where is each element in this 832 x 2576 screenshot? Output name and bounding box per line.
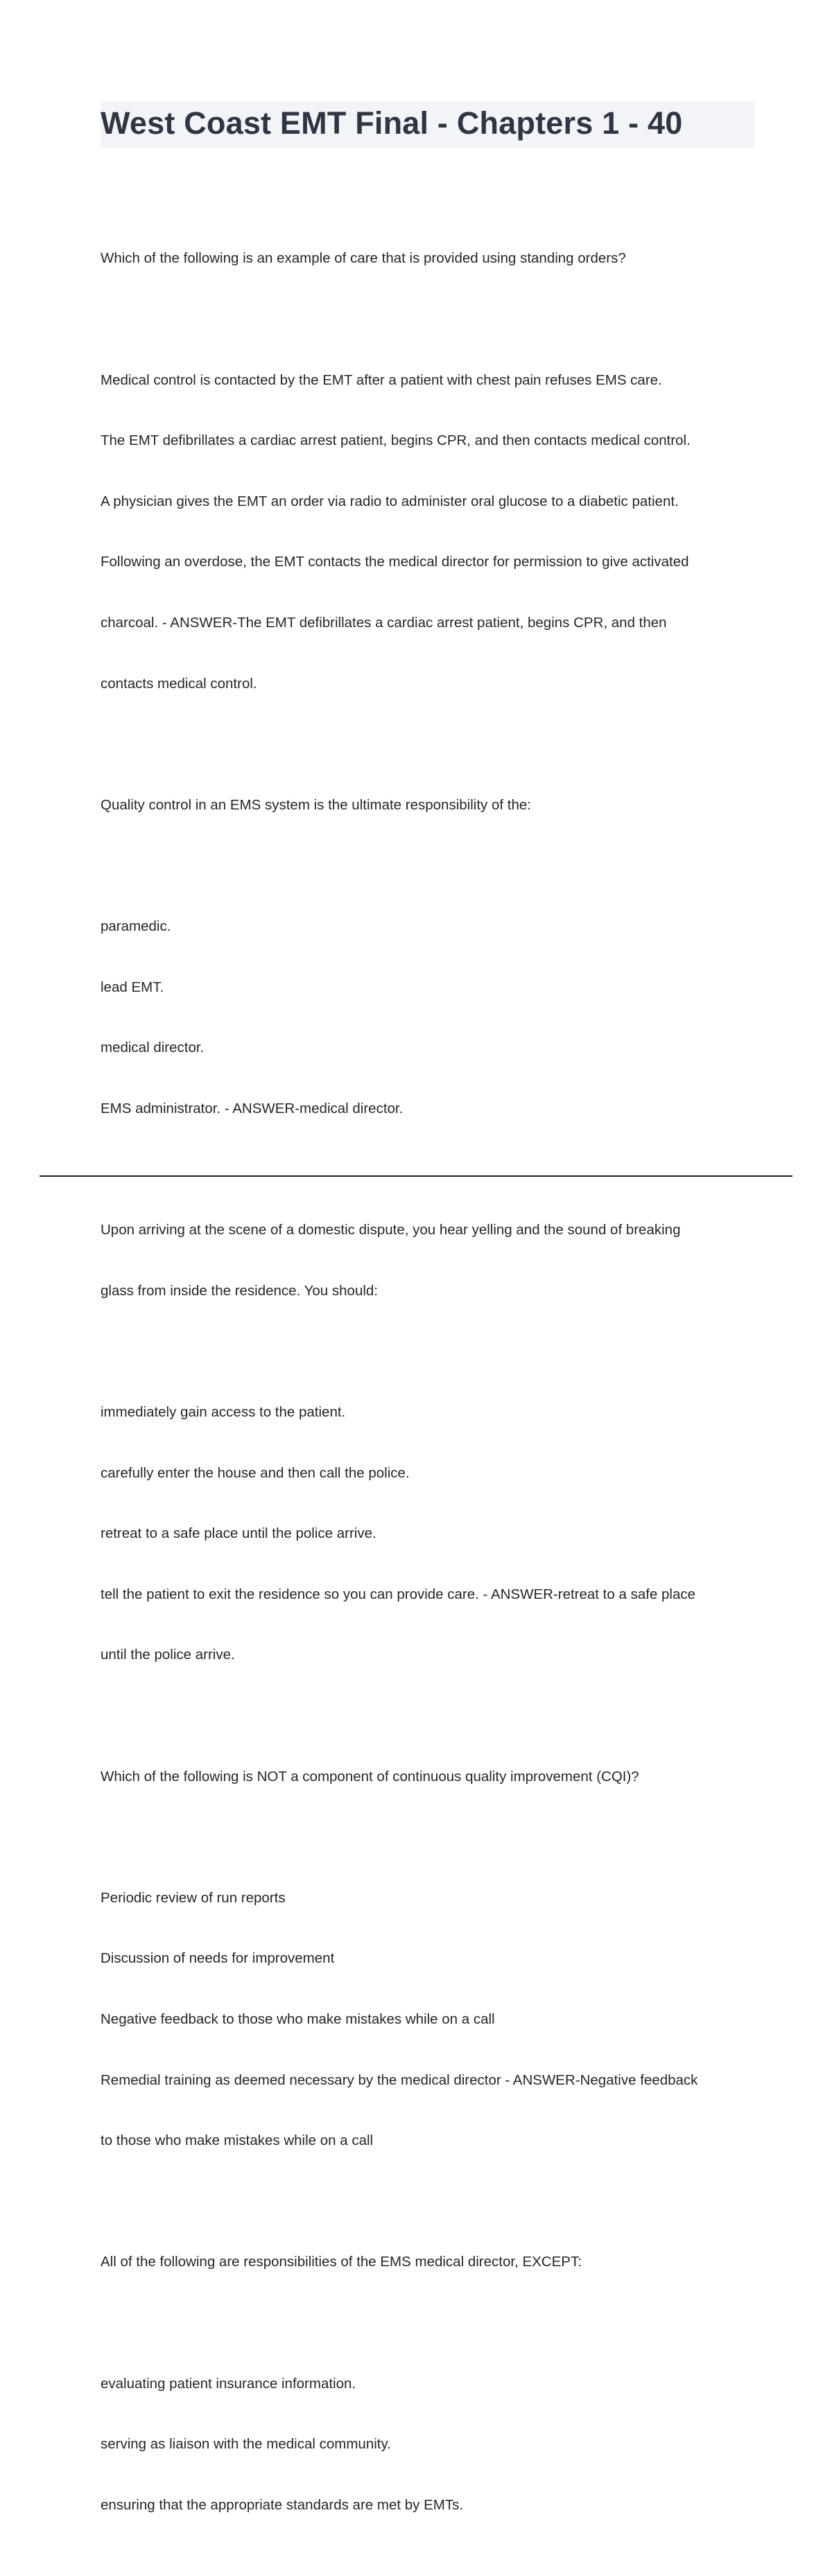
question-3 <box>101 1180 752 1342</box>
option-line: Periodic review of run reports <box>101 1889 286 1906</box>
option-line: immediately gain access to the patient. <box>101 1403 346 1420</box>
question-text: Upon arriving at the scene of a domestic dispute, you hear yelling and the sound of breaking <box>101 1222 681 1238</box>
question-text: glass from inside the residence. You should: <box>101 1282 379 1299</box>
page-bottom-rule <box>40 1175 792 1177</box>
option-line: ensuring that the appropriate standards are met by EMTs. <box>101 2496 464 2513</box>
option-line: Medical control is contacted by the EMT after a patient with chest pain refuses EMS care. <box>101 371 662 388</box>
question-4 <box>101 1726 752 1827</box>
answer-options-3 <box>101 1362 752 1706</box>
option-line: charcoal. - ANSWER-The EMT defibrillates a cardiac arrest patient, begins CPR, and then <box>101 615 667 631</box>
option-line: EMS administrator. - ANSWER-medical director. <box>101 1100 404 1116</box>
question-text: Quality control in an EMS system is the ultimate responsibility of the: <box>101 796 531 813</box>
option-line: tell the patient to exit the residence so you can provide care. - ANSWER-retreat to a safe place <box>101 1586 696 1602</box>
question-5 <box>101 2211 752 2313</box>
title-banner <box>101 101 755 148</box>
answer-options-5 <box>101 2333 752 2555</box>
option-line: Discussion of needs for improvement <box>101 1950 335 1967</box>
question-text: All of the following are responsibilities of the EMS medical director, EXCEPT: <box>101 2254 582 2270</box>
question-text: Which of the following is an example of care that is provided using standing orders? <box>101 250 626 267</box>
option-line: retreat to a safe place until the police arrive. <box>101 1525 376 1542</box>
answer-options-4 <box>101 1847 752 2191</box>
option-line: to those who make mistakes while on a call <box>101 2132 374 2149</box>
option-line: A physician gives the EMT an order via radio to administer oral glucose to a diabetic patient. <box>101 493 679 509</box>
question-1 <box>101 208 752 309</box>
option-line: paramedic. <box>101 918 171 935</box>
question-text: Which of the following is NOT a component of continuous quality improvement (CQI)? <box>101 1768 639 1785</box>
option-line: contacts medical control. <box>101 675 257 692</box>
option-line: Remedial training as deemed necessary by the medical director - ANSWER-Negative feedback <box>101 2071 698 2088</box>
option-line: until the police arrive. <box>101 1647 235 1663</box>
option-line: The EMT defibrillates a cardiac arrest patient, begins CPR, and then contacts medical control. <box>101 432 691 449</box>
answer-options-1 <box>101 329 752 734</box>
option-line: lead EMT. <box>101 979 164 995</box>
option-line: Negative feedback to those who make mistakes while on a call <box>101 2010 495 2027</box>
option-line: medical director. <box>101 1040 205 1056</box>
option-line: serving as liaison with the medical community. <box>101 2436 391 2453</box>
question-2 <box>101 754 752 855</box>
document-title: West Coast EMT Final - Chapters 1 - 40 <box>101 105 683 141</box>
option-line: evaluating patient insurance information. <box>101 2375 356 2392</box>
answer-options-2 <box>101 876 752 1159</box>
document-body <box>101 208 752 2576</box>
option-line: Following an overdose, the EMT contacts the medical director for permission to give activated <box>101 554 689 570</box>
option-line: carefully enter the house and then call the police. <box>101 1464 410 1481</box>
